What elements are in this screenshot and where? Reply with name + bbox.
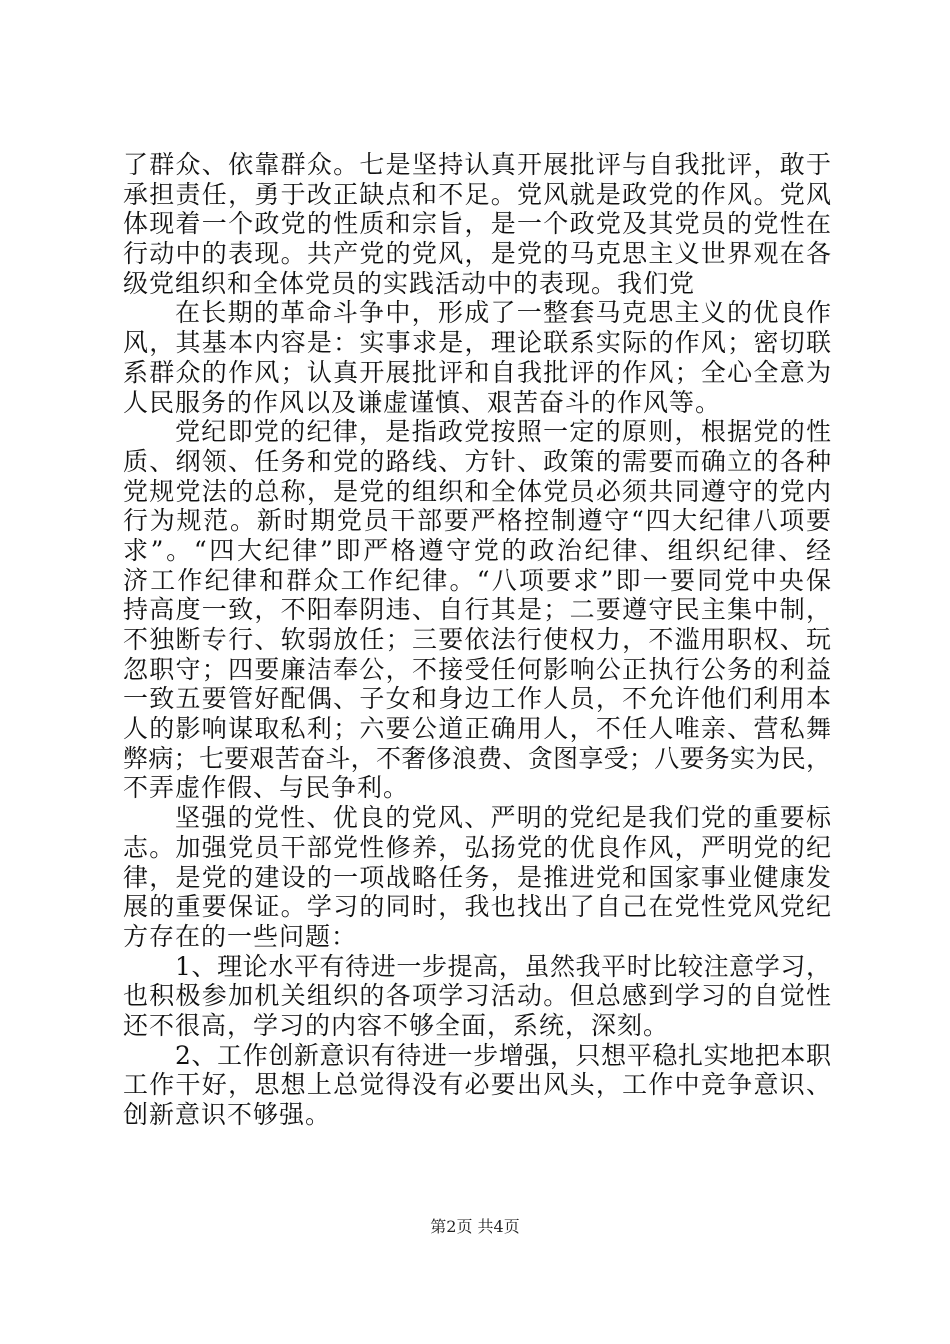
text-line: 方存在的一些问题： bbox=[123, 921, 358, 951]
text-line: 求”。“四大纪律”即严格遵守党的政治纪律、组织纪律、经 bbox=[123, 535, 831, 565]
text-line: 工作干好，思想上总觉得没有必要出风头，工作中竞争意识、 bbox=[123, 1070, 831, 1100]
text-line: 不弄虚作假、与民争利。 bbox=[123, 773, 410, 803]
text-line: 弊病；七要艰苦奋斗，不奢侈浪费、贪图享受；八要务实为民， bbox=[123, 743, 831, 773]
text-line: 1、理论水平有待进一步提高，虽然我平时比较注意学习， bbox=[175, 951, 831, 981]
text-line: 律，是党的建设的一项战略任务，是推进党和国家事业健康发 bbox=[123, 862, 831, 892]
text-line: 还不很高，学习的内容不够全面，系统，深刻。 bbox=[123, 1010, 670, 1040]
text-line: 了群众、依靠群众。七是坚持认真开展批评与自我批评，敢于 bbox=[123, 150, 831, 179]
text-line: 不独断专行、软弱放任；三要依法行使权力，不滥用职权、玩 bbox=[123, 625, 831, 654]
text-line: 忽职守；四要廉洁奉公，不接受任何影响公正执行公务的利益 bbox=[123, 654, 831, 684]
text-line: 质、纲领、任务和党的路线、方针、政策的需要而确立的各种 bbox=[123, 446, 831, 476]
paragraph bbox=[123, 150, 831, 298]
page-number-footer: 第2页 共4页 bbox=[430, 1217, 520, 1236]
paragraph bbox=[123, 417, 831, 803]
text-line: 人的影响谋取私利；六要公道正确用人，不任人唯亲、营私舞 bbox=[123, 714, 831, 744]
text-line: 承担责任，勇于改正缺点和不足。党风就是政党的作风。党风 bbox=[123, 179, 831, 209]
text-line: 风，其基本内容是：实事求是，理论联系实际的作风；密切联 bbox=[123, 328, 831, 358]
text-line: 行动中的表现。共产党的党风，是党的马克思主义世界观在各 bbox=[123, 239, 831, 269]
text-line: 志。加强党员干部党性修养，弘扬党的优良作风，严明党的纪 bbox=[123, 832, 831, 862]
text-line: 持高度一致，不阳奉阴违、自行其是；二要遵守民主集中制， bbox=[123, 595, 831, 625]
text-line: 济工作纪律和群众工作纪律。“八项要求”即一要同党中央保 bbox=[123, 565, 831, 595]
text-line: 党纪即党的纪律，是指政党按照一定的原则，根据党的性 bbox=[175, 417, 831, 447]
text-line: 级党组织和全体党员的实践活动中的表现。我们党 bbox=[123, 268, 696, 298]
text-line: 2、工作创新意识有待进一步增强，只想平稳扎实地把本职 bbox=[175, 1040, 831, 1070]
text-line: 展的重要保证。学习的同时，我也找出了自己在党性党风党纪 bbox=[123, 892, 831, 922]
text-line: 一致五要管好配偶、子女和身边工作人员，不允许他们利用本 bbox=[123, 684, 831, 714]
paragraph bbox=[123, 1041, 831, 1130]
text-line: 创新意识不够强。 bbox=[123, 1100, 332, 1129]
text-line: 体现着一个政党的性质和宗旨，是一个政党及其党员的党性在 bbox=[123, 209, 831, 239]
text-line: 在长期的革命斗争中，形成了一整套马克思主义的优良作 bbox=[175, 298, 831, 328]
document-body bbox=[123, 150, 831, 1130]
text-line: 系群众的作风；认真开展批评和自我批评的作风；全心全意为 bbox=[123, 357, 831, 387]
paragraph bbox=[123, 952, 831, 1041]
text-line: 人民服务的作风以及谦虚谨慎、艰苦奋斗的作风等。 bbox=[123, 387, 722, 417]
text-line: 行为规范。新时期党员干部要严格控制遵守“四大纪律八项要 bbox=[123, 506, 831, 536]
paragraph bbox=[123, 803, 831, 951]
text-line: 坚强的党性、优良的党风、严明的党纪是我们党的重要标 bbox=[175, 803, 831, 833]
paragraph bbox=[123, 298, 831, 417]
text-line: 也积极参加机关组织的各项学习活动。但总感到学习的自觉性 bbox=[123, 981, 831, 1011]
text-line: 党规党法的总称，是党的组织和全体党员必须共同遵守的党内 bbox=[123, 476, 831, 506]
